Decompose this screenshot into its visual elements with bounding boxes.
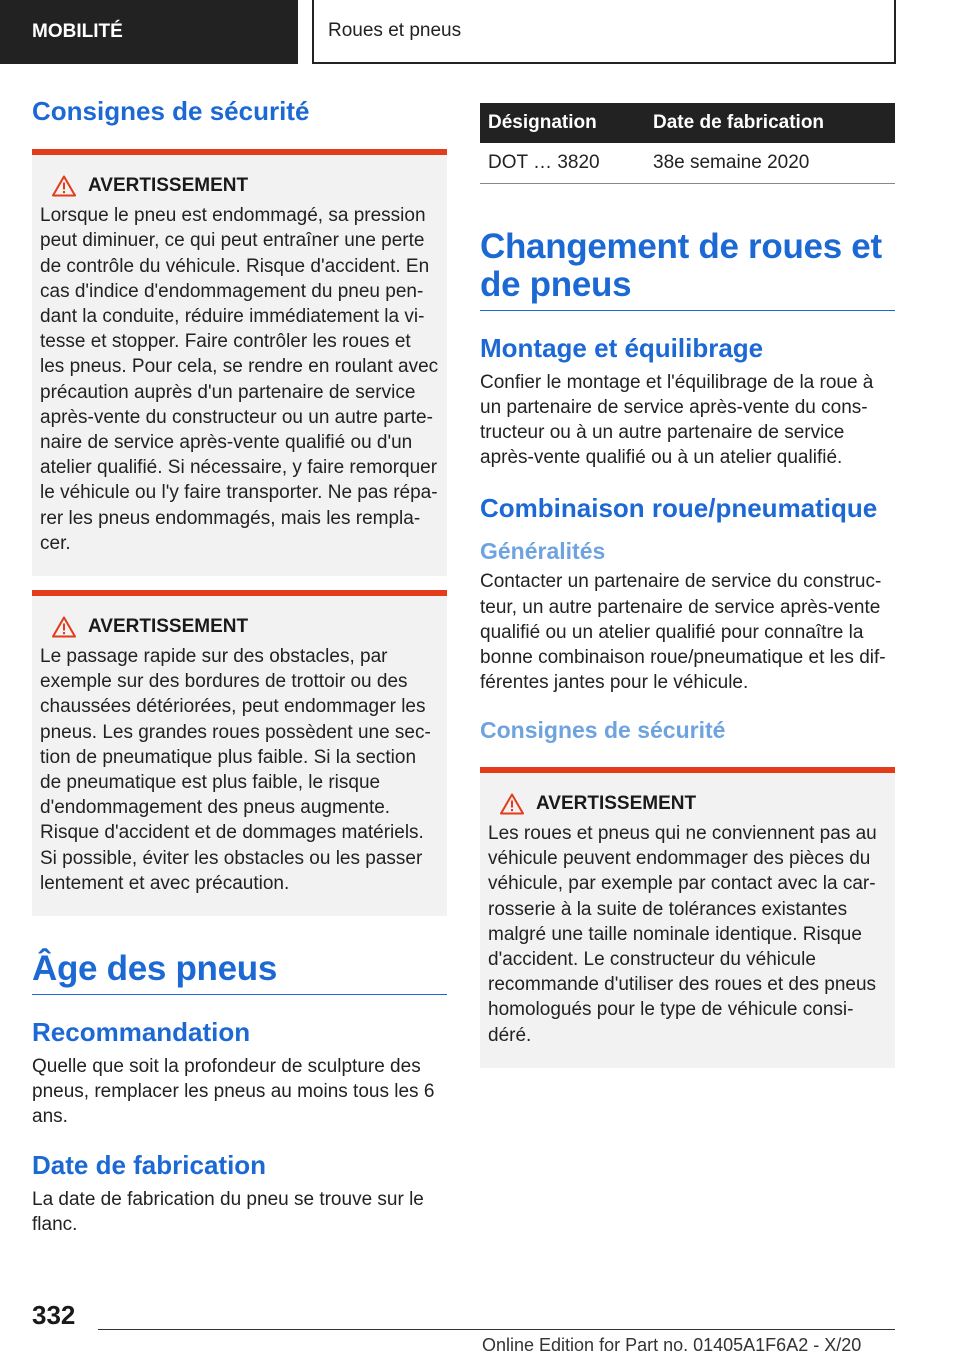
table-cell: 38e semaine 2020 [645,143,895,184]
table-header-date: Date de fabrication [645,103,895,143]
recommendation-text: Quelle que soit la profondeur de sculpture des pneus, remplacer les pneus au moins tous les 6 ans. [32,1056,435,1128]
warning-triangle-icon [500,793,524,815]
warning-header [40,616,439,638]
footer-divider [98,1329,895,1330]
warning-box-3 [480,767,895,1068]
warning-box-2 [32,590,447,916]
footer-edition: Online Edition for Part no. 01405A1F6A2 - X/20 [482,1335,862,1355]
table-cell: DOT … 3820 [480,143,645,184]
warning-text: Lorsque le pneu est endommagé, sa pression peut diminuer, ce qui peut entraîner une perte de contrôle du véhicule. Risque d'accident. En cas d'indice d'endommagement du pneu pendant la conduite, réduire immédiatement la vitesse et stopper. Faire contrôler les roues et les pneus. Pour cela, se rendre en roulant avec précaution auprès d'un partenaire de service après-vente du constructeur ou un autre partenaire de service après-vente qualifié ou d'un atelier qualifié. Si nécessaire, y faire remorquer le véhicule ou l'y faire transporter. Ne pas réparer les pneus endommagés, mais les remplacer. [40,205,439,554]
warning-box-1 [32,149,447,576]
table-row [480,143,895,184]
safety-heading-right: Consignes de sécurité [480,717,726,744]
general-text: Contacter un partenaire de service du constructeur, un autre partenaire de service après-vente qualifié ou un atelier qualifié pour connaître la bonne combinaison roue/pneumatique et les différentes jantes pour le véhicule. [480,571,886,694]
manufacture-date-text: La date de fabrication du pneu se trouve sur le flanc. [32,1188,424,1236]
table-header-designation: Désignation [480,103,645,143]
left-column [32,96,447,1257]
dot-table [480,103,895,184]
general-heading: Généralités [480,537,606,564]
warning-triangle-icon [52,616,76,638]
mounting-heading: Montage et équilibrage [480,332,764,363]
warning-text: Le passage rapide sur des obstacles, par exemple sur des bordures de trottoir ou des chaussées détériorées, peut endommager les pneus. Les grandes roues possèdent une section de pneumatique plus faible. Si la section de pneumatique est plus faible, le risque d'endommagement des pneus augmente. Risque d'accident et de dommages matériels. Si possible, éviter les obstacles ou les passer lentement et avec précaution. [40,646,431,894]
manufacture-date-heading: Date de fabrication [32,1149,267,1180]
table-header-row [480,103,895,143]
header-chapter-label: Roues et pneus [328,20,462,41]
header-section-label: MOBILITÉ [32,21,123,42]
warning-header [40,175,439,197]
warning-label: AVERTISSEMENT [88,616,249,638]
warning-label: AVERTISSEMENT [88,175,249,197]
page-number: 332 [32,1300,76,1330]
warning-header [488,793,887,815]
combination-heading: Combinaison roue/pneumatique [480,492,878,523]
header-section-tab [0,0,298,64]
warning-text: Les roues et pneus qui ne conviennent pas au véhicule peuvent endommager des pièces du véhicule, par exemple par contact avec la carrosserie à la suite de tolérances existantes malgré une taille nominale identique. Risque d'accident. Le constructeur du véhicule recommande d'utiliser des roues et des pneus homologués pour le type de véhicule considéré. [488,822,877,1046]
mounting-text: Confier le montage et l'équilibrage de la roue à un partenaire de service après-vente du constructeur ou à un autre partenaire de service après-vente qualifié ou à un atelier qualifié. [480,371,874,469]
safety-heading-left: Consignes de sécurité [32,96,310,126]
warning-label: AVERTISSEMENT [536,792,697,814]
wheel-change-heading: Changement de roues et de pneus [480,228,895,311]
recommendation-heading: Recommandation [32,1016,251,1047]
header-chapter-tab [312,0,896,64]
tire-age-heading: Âge des pneus [32,950,447,995]
warning-triangle-icon [52,175,76,197]
right-column [480,103,895,1082]
